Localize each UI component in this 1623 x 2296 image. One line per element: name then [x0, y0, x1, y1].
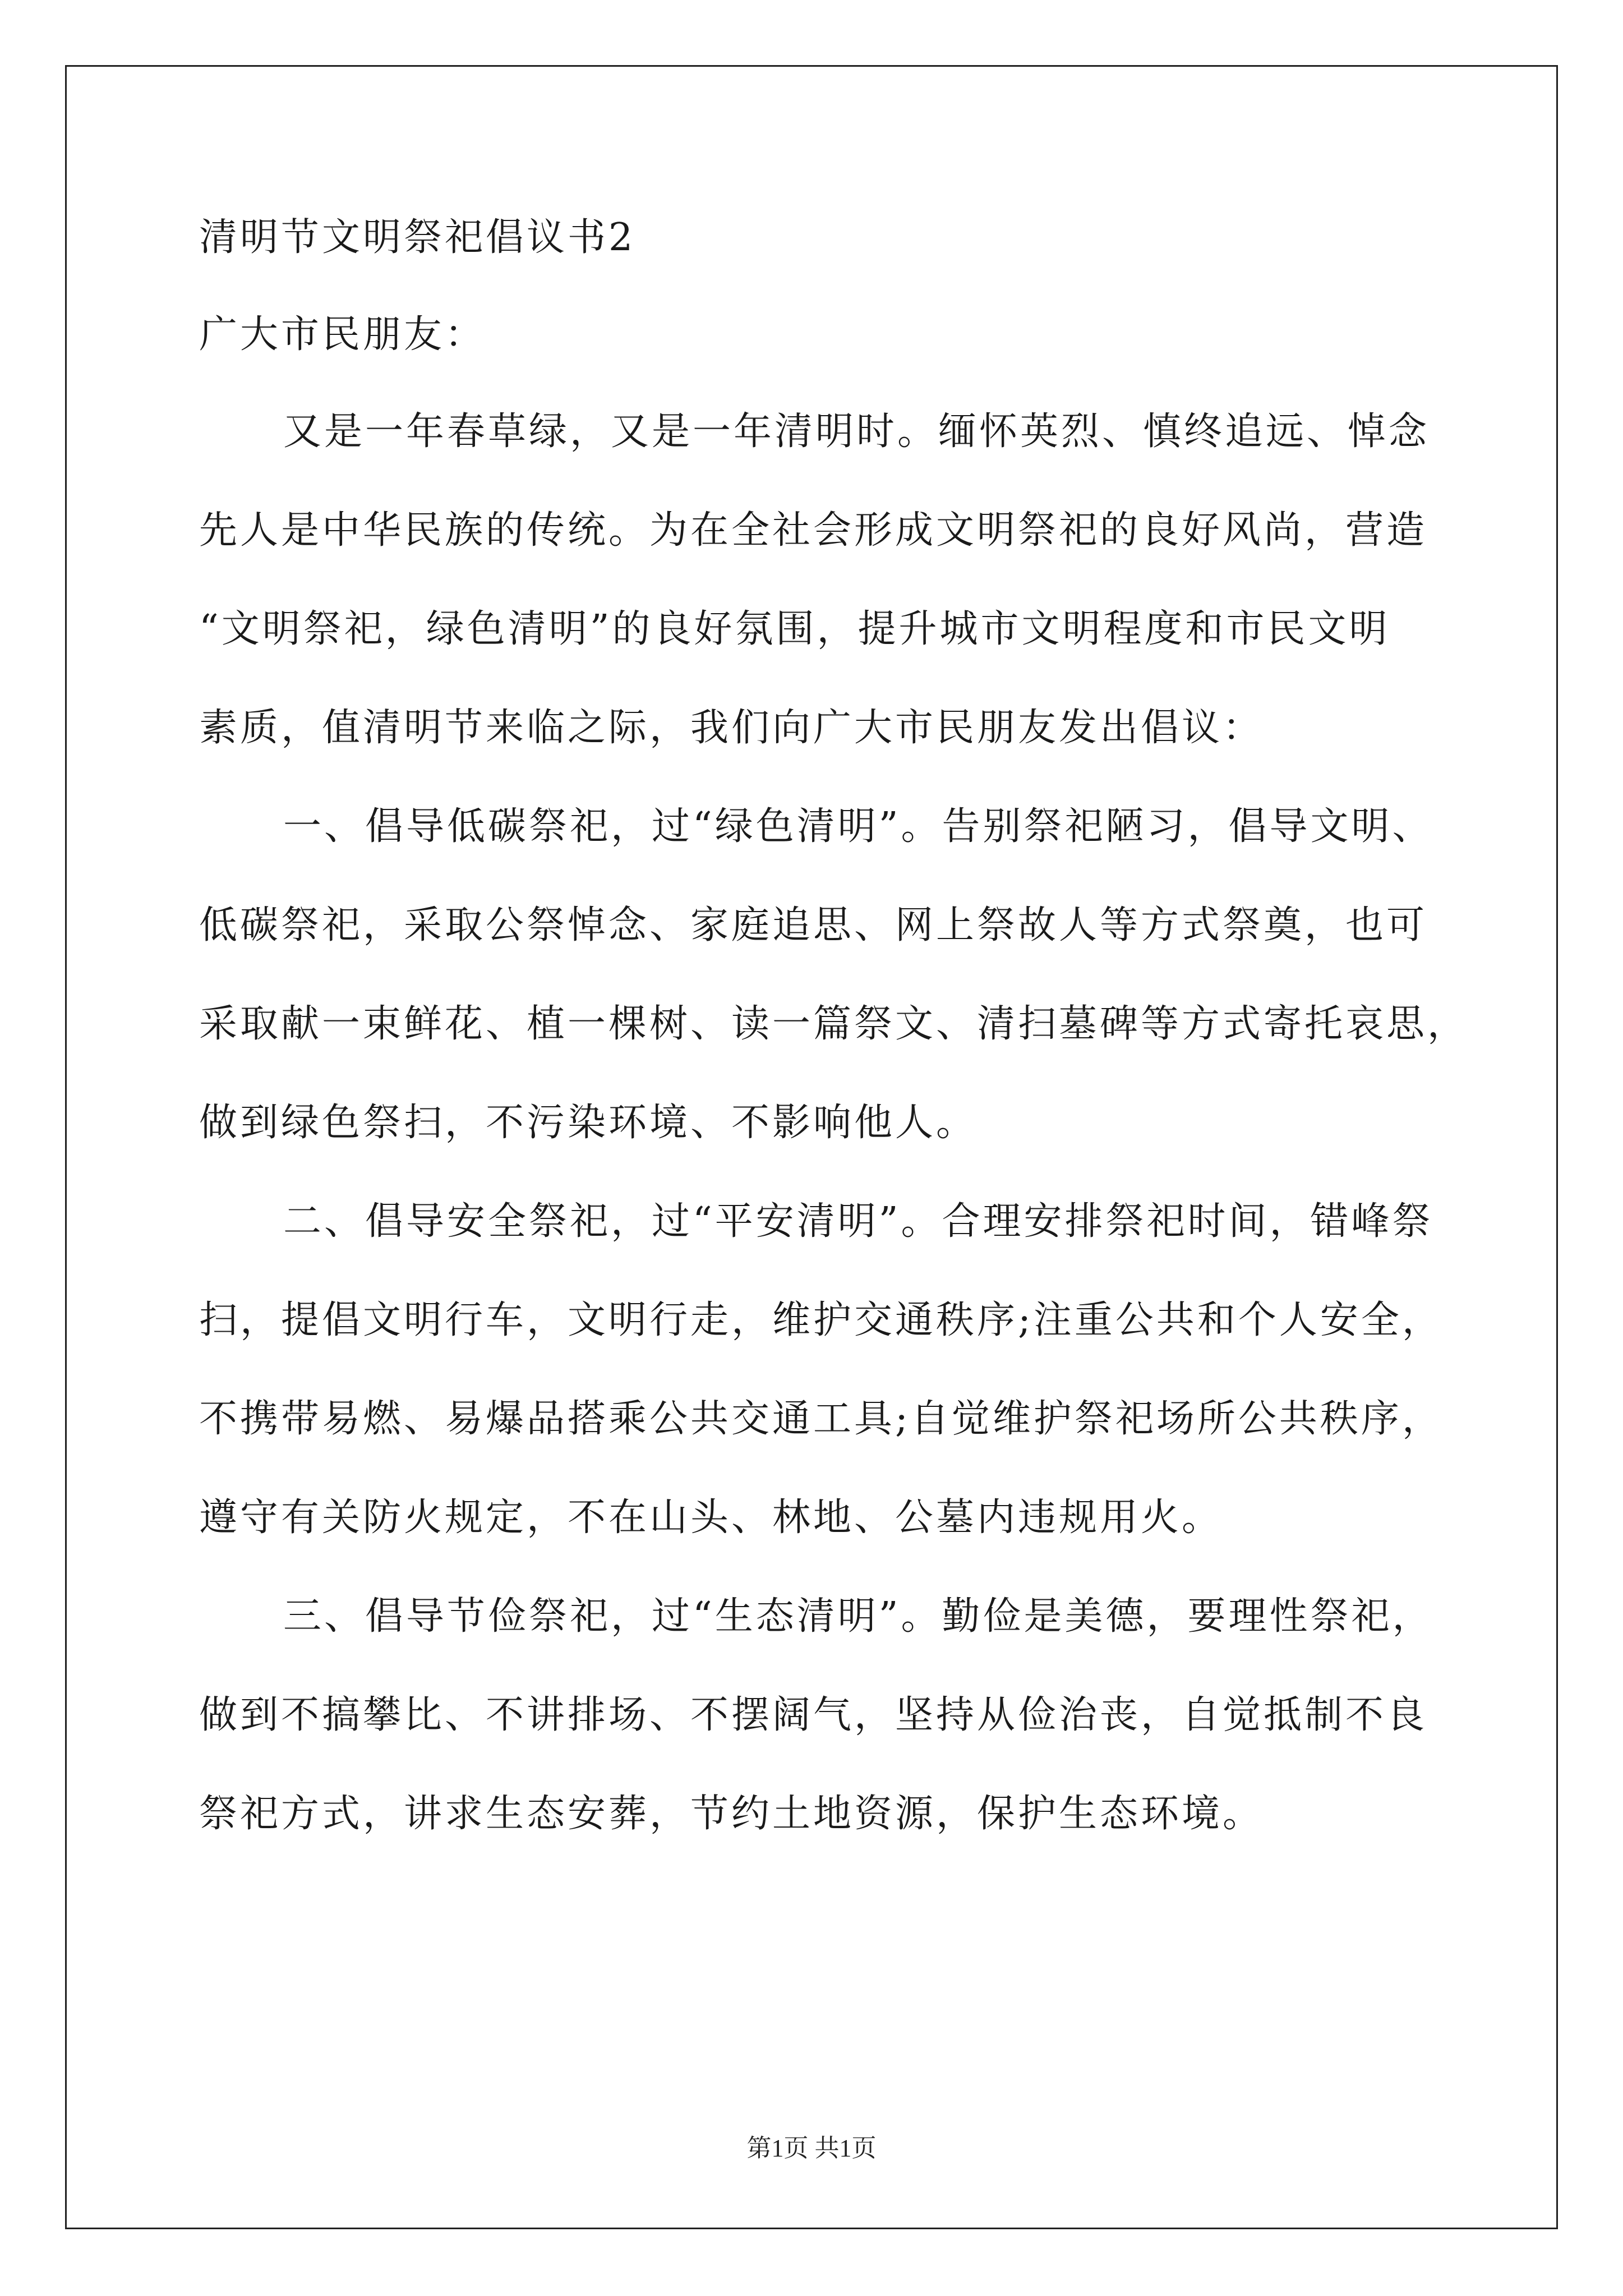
- paragraph-one-line: 一、倡导低碳祭祀，过“绿色清明”。告别祭祀陋习，倡导文明、: [283, 804, 1433, 849]
- paragraph-two-line: 扫，提倡文明行车，文明行走，维护交通秩序;注重公共和个人安全，: [199, 1298, 1443, 1342]
- document-title: 清明节文明祭祀倡议书2: [199, 215, 636, 260]
- paragraph-two-line: 遵守有关防火规定，不在山头、林地、公墓内违规用火。: [199, 1496, 1223, 1540]
- salutation: 广大市民朋友：: [199, 312, 486, 357]
- paragraph-three-line: 祭祀方式，讲求生态安葬，节约土地资源，保护生态环境。: [199, 1792, 1264, 1836]
- paragraph-one-line: 低碳祭祀，采取公祭悼念、家庭追思、网上祭故人等方式祭奠，也可: [199, 903, 1428, 947]
- paragraph-intro-line: 素质，值清明节来临之际，我们向广大市民朋友发出倡议：: [199, 706, 1264, 750]
- paragraph-one-line: 做到绿色祭扫，不污染环境、不影响他人。: [199, 1101, 978, 1145]
- paragraph-three-line: 三、倡导节俭祭祀，过“生态清明”。勤俭是美德，要理性祭祀，: [283, 1594, 1433, 1639]
- paragraph-intro-line: 又是一年春草绿，又是一年清明时。缅怀英烈、慎终追远、悼念: [283, 409, 1430, 454]
- paragraph-one-line: 采取献一束鲜花、植一棵树、读一篇祭文、清扫墓碑等方式寄托哀思，: [199, 1002, 1469, 1046]
- paragraph-intro-line: “文明祭祀，绿色清明”的良好氛围，提升城市文明程度和市民文明: [199, 607, 1390, 651]
- paragraph-two-line: 不携带易燃、易爆品搭乘公共交通工具;自觉维护祭祀场所公共秩序，: [199, 1397, 1443, 1441]
- document-body: [199, 213, 1469, 1839]
- page-footer: 第1页 共1页: [746, 2134, 877, 2162]
- paragraph-two-line: 二、倡导安全祭祀，过“平安清明”。合理安排祭祀时间，错峰祭: [283, 1199, 1433, 1244]
- paragraph-three-line: 做到不搞攀比、不讲排场、不摆阔气，坚持从俭治丧，自觉抵制不良: [199, 1693, 1428, 1737]
- paragraph-intro-line: 先人是中华民族的传统。为在全社会形成文明祭祀的良好风尚，营造: [199, 508, 1428, 553]
